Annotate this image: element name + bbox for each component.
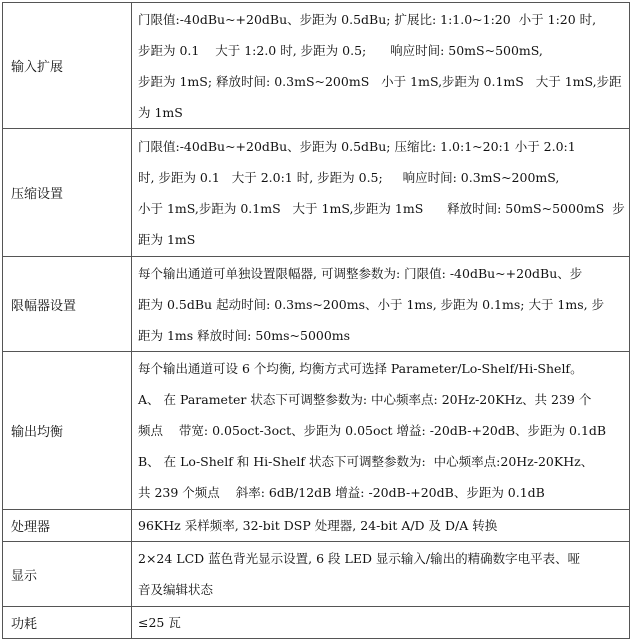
row-content bbox=[132, 510, 630, 542]
content-line: 频点 带宽: 0.05oct-3oct、步距为 0.05oct 增益: -20dB-+20dB、步距为 0.1dB bbox=[138, 423, 607, 438]
content-line: A、 在 Parameter 状态下可调整参数为: 中心频率点: 20Hz-20KHz、共 239 个 bbox=[138, 392, 592, 407]
content-line: 门限值:-40dBu~+20dBu、步距为 0.5dBu; 压缩比: 1.0:1~20:1 小于 2.0:1 bbox=[138, 138, 576, 154]
row-label: 压缩设置 bbox=[3, 129, 132, 257]
row-content bbox=[132, 607, 630, 639]
content-line: 步距为 1mS; 释放时间: 0.3mS~200mS 小于 1mS,步距为 0.1mS 大于 1mS,步距 bbox=[138, 73, 622, 89]
content-line: 距为 0.5dBu 起动时间: 0.3ms~200ms、小于 1ms, 步距为 0.1ms; 大于 1ms, 步 bbox=[138, 296, 605, 312]
table-row bbox=[3, 542, 630, 607]
table-row bbox=[3, 607, 630, 639]
row-content bbox=[132, 542, 630, 607]
content-line: 96KHz 采样频率, 32-bit DSP 处理器, 24-bit A/D 及 D/A 转换 bbox=[138, 518, 498, 533]
content-line: 2×24 LCD 蓝色背光显示设置, 6 段 LED 显示输入/输出的精确数字电平表、哑 bbox=[138, 551, 581, 566]
row-label: 功耗 bbox=[3, 607, 132, 639]
row-label: 显示 bbox=[3, 542, 132, 607]
row-label: 处理器 bbox=[3, 510, 132, 542]
table-row bbox=[3, 352, 630, 510]
content-line: 小于 1mS,步距为 0.1mS 大于 1mS,步距为 1mS 释放时间: 50mS~5000mS 步 bbox=[138, 200, 625, 216]
table-row bbox=[3, 257, 630, 352]
content-line: 距为 1mS bbox=[138, 231, 196, 247]
row-label: 输入扩展 bbox=[3, 3, 132, 129]
row-label: 输出均衡 bbox=[3, 352, 132, 510]
content-line: 音及编辑状态 bbox=[138, 582, 214, 597]
content-line: 时, 步距为 0.1 大于 2.0:1 时, 步距为 0.5; 响应时间: 0.3mS~200mS, bbox=[138, 169, 560, 185]
content-line: 共 239 个频点 斜率: 6dB/12dB 增益: -20dB-+20dB、步距为 0.1dB bbox=[138, 485, 545, 500]
row-label: 限幅器设置 bbox=[3, 257, 132, 352]
row-content bbox=[132, 3, 630, 129]
content-line: 为 1mS bbox=[138, 104, 183, 120]
table-row bbox=[3, 510, 630, 542]
content-line: B、 在 Lo-Shelf 和 Hi-Shelf 状态下可调整参数为: 中心频率点:20Hz-20KHz、 bbox=[138, 454, 594, 469]
table-row bbox=[3, 3, 630, 129]
table-row bbox=[3, 129, 630, 257]
content-line: ≤25 瓦 bbox=[138, 615, 181, 630]
row-content bbox=[132, 257, 630, 352]
row-content bbox=[132, 352, 630, 510]
content-line: 距为 1ms 释放时间: 50ms~5000ms bbox=[138, 327, 351, 343]
content-line: 每个输出通道可单独设置限幅器, 可调整参数为: 门限值: -40dBu~+20dBu、步 bbox=[138, 265, 583, 281]
row-content bbox=[132, 129, 630, 257]
content-line: 步距为 0.1 大于 1:2.0 时, 步距为 0.5; 响应时间: 50mS~500mS, bbox=[138, 42, 543, 58]
content-line: 门限值:-40dBu~+20dBu、步距为 0.5dBu; 扩展比: 1:1.0~1:20 小于 1:20 时, bbox=[138, 11, 597, 27]
spec-table bbox=[2, 2, 630, 639]
content-line: 每个输出通道可设 6 个均衡, 均衡方式可选择 Parameter/Lo-Shelf/Hi-Shelf。 bbox=[138, 361, 583, 376]
